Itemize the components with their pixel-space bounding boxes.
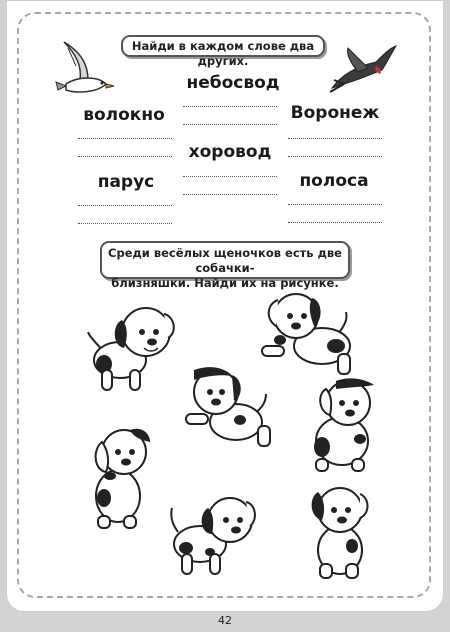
task1-instruction	[121, 35, 325, 68]
page-number: 42	[218, 614, 232, 627]
swallow-icon	[328, 44, 398, 94]
task2-instruction-line2: близняшки. Найди их на рисунке.	[111, 276, 339, 290]
answer-line	[78, 156, 172, 157]
answer-line	[183, 194, 277, 195]
answer-line	[78, 205, 172, 206]
word-voronezh: Воронеж	[290, 103, 380, 123]
puppy-4	[298, 375, 388, 475]
word-parus: парус	[97, 172, 155, 192]
task2-instruction-line1: Среди весёлых щеночков есть две собачки-	[108, 246, 342, 275]
answer-line	[288, 222, 382, 223]
task1-instruction-text: Найди в каждом слове два других.	[131, 39, 315, 68]
answer-line	[183, 176, 277, 177]
task2-instruction	[100, 241, 350, 290]
answer-line	[288, 138, 382, 139]
answer-line	[183, 106, 277, 107]
answer-line	[183, 124, 277, 125]
word-khorovod: хоровод	[188, 142, 272, 162]
seagull-icon	[46, 40, 116, 100]
word-volokno: волокно	[83, 105, 165, 125]
answer-line	[78, 223, 172, 224]
puppy-6	[164, 492, 264, 582]
puppy-3	[180, 362, 280, 457]
answer-line	[78, 138, 172, 139]
word-polosa: полоса	[299, 171, 369, 191]
puppy-7	[302, 484, 382, 584]
word-nebosvod: небосвод	[186, 73, 280, 93]
answer-line	[288, 156, 382, 157]
puppy-1	[82, 302, 182, 394]
puppy-5	[84, 422, 164, 532]
answer-line	[288, 204, 382, 205]
